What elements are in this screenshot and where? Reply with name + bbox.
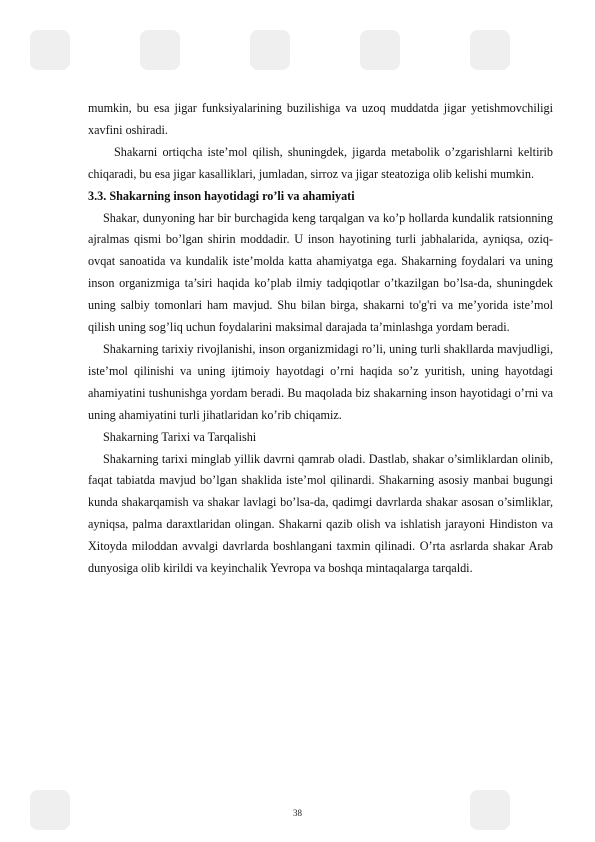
paragraph-3: Shakar, dunyoning har bir burchagida keng tarqalgan va ko’p hollarda kundalik ratsionning ajralmas qismi bo’lgan shirin moddadir. U inson hayotining turli jabhalarida, ayniqsa, oziq-ovqat sanoatida va kundalik iste’molda katta ahamiyatga ega. Shakarning foydalari va uning inson organizmiga ta’siri haqida ko’plab ilmiy tadqiqotlar o’tkazilgan bo’lsa-da, shuningdek uning salbiy tomonlari ham mavjud. Shu bilan birga, shakarni to'g'ri va me’yorida iste’mol qilish uning sog’liq uchun foydalarini maksimal darajada ta’minlashga yordam beradi. xyxy=(88,210,553,335)
paragraph-5: Shakarning tarixi minglab yillik davrni qamrab oladi. Dastlab, shakar o’simliklardan olinib, faqat tabiatda mavjud bo’lgan shaklida iste’mol qilinardi. Shakarning asosiy manbai bugungi kunda shakarqamish va shakar lavlagi bo’lsa-da, qadimgi davrlarda shakar asosan o’simliklar, ayniqsa, palma daraxtlaridan olingan. Shakarni qazib olish va ishlatish jarayoni Hindiston va Xitoyda miloddan avvalgi davrlarda boshlangani taxmin qilinadi. O’rta asrlarda shakar Arab dunyosiga olib kirildi va keyinchalik Yevropa va boshqa mintaqalarga tarqaldi. xyxy=(88,451,553,576)
subheading: Shakarning Tarixi va Tarqalishi xyxy=(103,429,257,444)
section-heading: 3.3. Shakarning inson hayotidagi ro’li va ahamiyati xyxy=(88,188,355,203)
document-body xyxy=(88,98,553,580)
paragraph-1: mumkin, bu esa jigar funksiyalarining buzilishiga va uzoq muddatda jigar yetishmovchiligi xavfini oshiradi. xyxy=(88,101,553,137)
page-number: 38 xyxy=(293,808,302,818)
paragraph-4: Shakarning tarixiy rivojlanishi, inson organizmidagi ro’li, uning turli shakllarda mavjudligi, iste’mol qilinishi va uning ijtimoiy hayotdagi o’rni haqida so’z yuritish, uning hayotdagi ahamiyatini tushunishga yordam beradi. Bu maqolada biz shakarning inson hayotidagi o’rni va uning ahamiyatini turli jihatlaridan ko’rib chiqamiz. xyxy=(88,341,553,422)
paragraph-2: Shakarni ortiqcha iste’mol qilish, shuningdek, jigarda metabolik o’zgarishlarni keltirib chiqaradi, bu esa jigar kasalliklari, jumladan, sirroz va jigar steatoziga olib kelishi mumkin. xyxy=(88,144,553,181)
